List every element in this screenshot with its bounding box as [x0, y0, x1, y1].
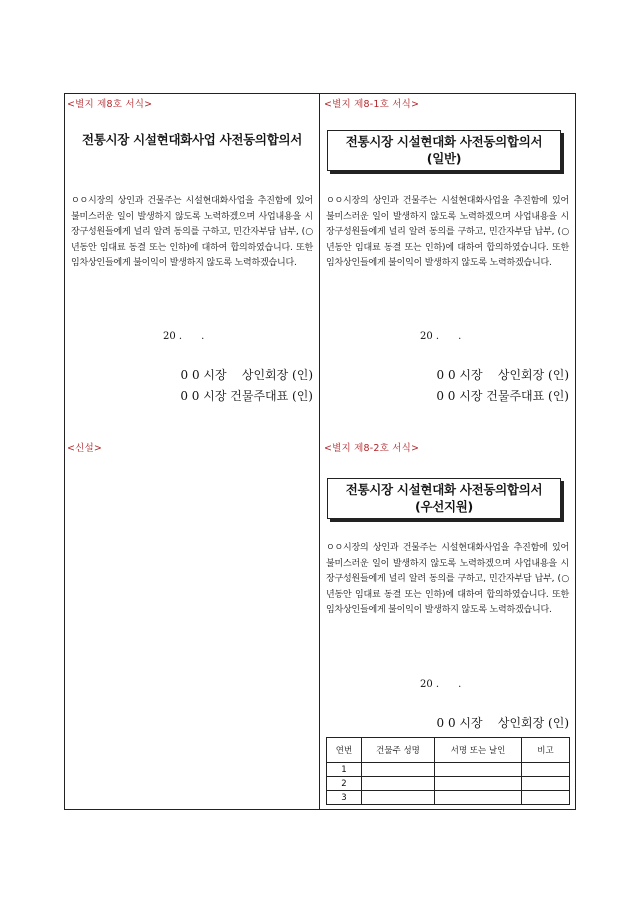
- form8-signature-merchant: 0 0 시장 상인회장 (인): [180, 368, 313, 382]
- remarks-cell[interactable]: [522, 791, 570, 805]
- form8-2-date: 20 . .: [420, 679, 462, 690]
- form8-1-signature-merchant: 0 0 시장 상인회장 (인): [436, 368, 569, 382]
- form8-title: 전통시장 시설현대화사업 사전동의합의서: [81, 132, 303, 147]
- owner-name-cell[interactable]: [362, 763, 435, 777]
- table-row: [327, 791, 570, 805]
- owner-name-cell[interactable]: [362, 791, 435, 805]
- form8-1-date: 20 . .: [420, 331, 462, 342]
- header-no: 연번: [327, 738, 362, 763]
- form8-1-body: ㅇㅇ시장의 상인과 건물주는 시설현대화사업을 추진함에 있어 불미스러운 일이 발생하지 않도록 노력하겠으며 사업내용을 시장구성원들에게 널리 알려 동의를 구하고, 민간자부담 납부, (○년동안 임대료 동결 또는 인하)에 대하여 합의하였습니다. 또한 임차상인들에게 불이익이 발생하지 않도록 노력하겠습니다.: [326, 196, 569, 268]
- form8-1-title: 전통시장 시설현대화 사전동의합의서: [345, 134, 543, 149]
- form8-2-title-box: [327, 478, 561, 519]
- remarks-cell[interactable]: [522, 777, 570, 791]
- signature-cell[interactable]: [435, 777, 522, 791]
- remarks-cell[interactable]: [522, 763, 570, 777]
- signature-cell[interactable]: [435, 791, 522, 805]
- form8-1-title-box: [327, 130, 561, 171]
- row-number: 1: [327, 763, 362, 777]
- table-row: [327, 763, 570, 777]
- form8-2-label: <별지 제8-2호 서식>: [324, 443, 420, 454]
- owner-name-cell[interactable]: [362, 777, 435, 791]
- form8-2-body: ㅇㅇ시장의 상인과 건물주는 시설현대화사업을 추진함에 있어 불미스러운 일이 발생하지 않도록 노력하겠으며 사업내용을 시장구성원들에게 널리 알려 동의를 구하고, 민간자부담 납부, (○년동안 임대료 동결 또는 인하)에 대하여 합의하였습니다. 또한 임차상인들에게 불이익이 발생하지 않도록 노력하겠습니다.: [326, 543, 569, 615]
- form8-1-signature-owner: 0 0 시장 건물주대표 (인): [436, 389, 569, 403]
- row-number: 3: [327, 791, 362, 805]
- header-owner-name: 건물주 성명: [362, 738, 435, 763]
- owner-signature-table: [326, 737, 570, 805]
- form8-2-title: 전통시장 시설현대화 사전동의합의서: [345, 482, 543, 497]
- form8-signature-owner: 0 0 시장 건물주대표 (인): [180, 389, 313, 403]
- table-row: [327, 777, 570, 791]
- form8-body: ㅇㅇ시장의 상인과 건물주는 시설현대화사업을 추진함에 있어 불미스러운 일이 발생하지 않도록 노력하겠으며 사업내용을 시장구성원들에게 널리 알려 동의를 구하고, 민간자부담 납부, (○년동안 임대료 동결 또는 인하)에 대하여 합의하였습니다. 또한 임차상인들에게 불이익이 발생하지 않도록 노력하겠습니다.: [71, 196, 313, 268]
- form8-1-label: <별지 제8-1호 서식>: [324, 99, 420, 110]
- form8-2-signature-merchant: 0 0 시장 상인회장 (인): [436, 716, 569, 730]
- signature-cell[interactable]: [435, 763, 522, 777]
- header-remarks: 비고: [522, 738, 570, 763]
- new-label: <신설>: [67, 443, 103, 454]
- header-signature: 서명 또는 날인: [435, 738, 522, 763]
- form8-1-subtitle: (일반): [426, 151, 462, 166]
- row-number: 2: [327, 777, 362, 791]
- form8-label: <별지 제8호 서식>: [67, 99, 153, 110]
- form8-date: 20 . .: [163, 331, 205, 342]
- table-header-row: [327, 738, 570, 763]
- form8-2-subtitle: (우선지원): [415, 499, 473, 514]
- column-divider: [319, 93, 320, 810]
